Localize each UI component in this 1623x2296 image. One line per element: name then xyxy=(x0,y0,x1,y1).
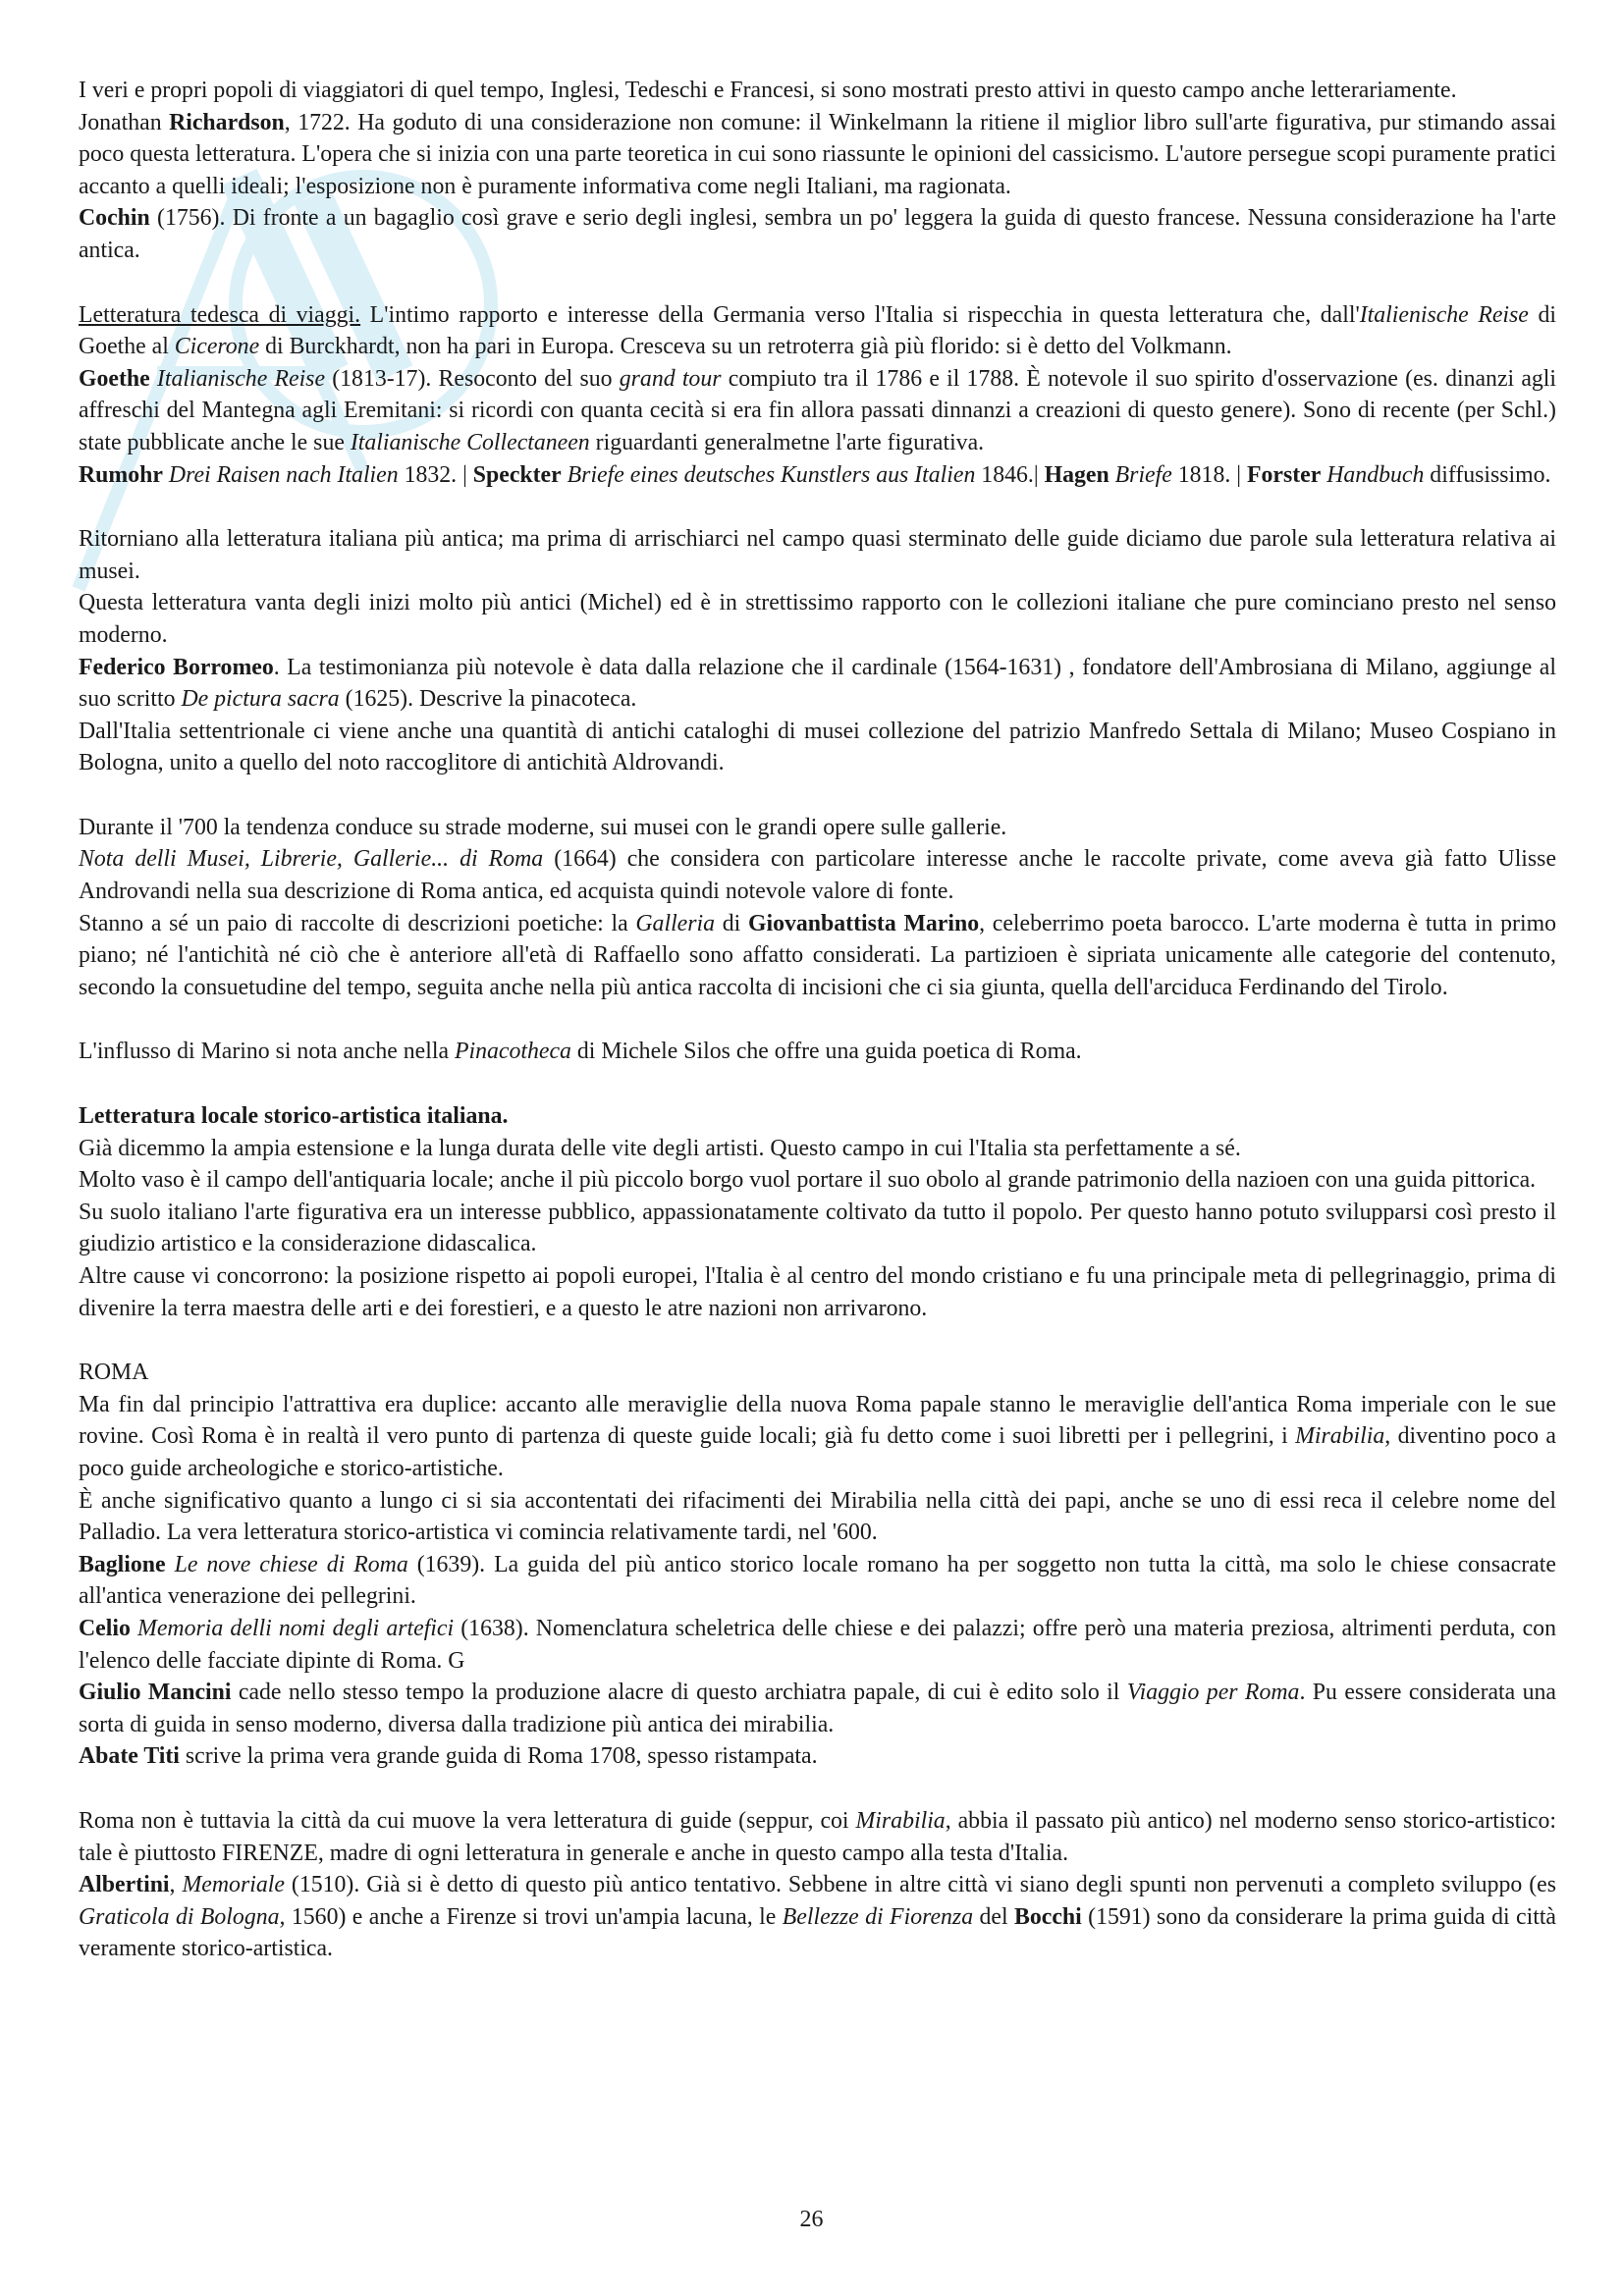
text-segment: (1639). La guida del più antico storico locale romano ha per soggetto non tutta la città, ma solo le chiese consacrate all'antica venerazione dei pellegrini. xyxy=(79,1551,1556,1610)
text-segment: , diventino poco a poco guide archeologiche e storico-artistiche. xyxy=(79,1423,1556,1481)
text-segment: cade nello stesso tempo la produzione alacre di questo archiatra papale, di cui è edito solo il xyxy=(231,1680,1127,1706)
text-segment: scrive la prima vera grande guida di Roma 1708, spesso ristampata. xyxy=(179,1743,818,1770)
text-segment: Rumohr xyxy=(79,461,163,488)
paragraph xyxy=(79,1389,1556,1485)
text-segment: (1625). Descrive la pinacoteca. xyxy=(339,686,637,713)
text-segment: 1832. | xyxy=(398,461,473,488)
text-segment: Speckter xyxy=(472,461,562,488)
text-segment: grand tour xyxy=(619,365,722,392)
text-segment: Dall'Italia settentrionale ci viene anche una quantità di antichi cataloghi di musei collezione del patrizio Manfredo Settala di Milano; Museo Cospiano in Bologna, unito a quello del noto raccoglitore di antichità Aldrovandi. xyxy=(79,718,1556,776)
paragraph-gap xyxy=(79,1324,1556,1357)
text-segment: Drei Raisen nach Italien xyxy=(168,461,399,488)
text-segment xyxy=(150,366,157,392)
text-segment: Albertini xyxy=(79,1872,170,1898)
text-segment: , xyxy=(169,1872,183,1898)
text-segment: (1591) sono da considerare la prima guida di città veramente storico-artistica. xyxy=(79,1903,1556,1962)
paragraph xyxy=(79,1260,1556,1324)
text-segment: Galleria xyxy=(635,910,716,936)
paragraph xyxy=(79,716,1556,779)
paragraph-gap xyxy=(79,267,1556,299)
paragraph-gap xyxy=(79,1773,1556,1805)
text-segment: Handbuch xyxy=(1326,461,1425,488)
text-segment: Cicerone xyxy=(174,334,260,360)
text-segment: (1638). Nomenclatura scheletrica delle chiese e dei palazzi; offre però una materia preziosa, altrimenti perduta, con l'elenco delle facciate dipinte di Roma. G xyxy=(79,1615,1556,1674)
text-segment: Cochin xyxy=(79,205,150,232)
text-segment: Abate Titi xyxy=(79,1743,180,1770)
text-segment: Le nove chiese di Roma xyxy=(174,1551,408,1577)
text-segment: 1560) e anche a Firenze si trovi un'ampia lacuna, le xyxy=(285,1903,783,1930)
paragraph-gap xyxy=(79,491,1556,523)
paragraph xyxy=(79,1613,1556,1677)
text-segment: Jonathan xyxy=(79,109,170,135)
text-segment: ROMA xyxy=(79,1360,149,1386)
text-segment: (1664) che considera con particolare interesse anche le raccolte private, come aveva già fatto Ulisse Androvandi nella sua descrizione di Roma antica, ed acquista quindi notevole valore di fonte. xyxy=(79,846,1557,905)
text-segment: Mirabilia xyxy=(1295,1423,1385,1450)
text-segment: . Pu essere considerata una sorta di guida in senso moderno, diversa dalla tradizione più antica dei mirabilia. xyxy=(79,1680,1556,1737)
text-segment: Viaggio per Roma xyxy=(1126,1680,1300,1706)
paragraph xyxy=(79,202,1556,266)
text-segment: Baglione xyxy=(79,1551,166,1577)
text-segment: di Michele Silos che offre una guida poetica di Roma. xyxy=(570,1039,1082,1065)
text-segment: di Goethe al xyxy=(79,301,1556,360)
text-segment: , celeberrimo poeta barocco. L'arte moderna è tutta in primo piano; né l'antichità né ciò che è anteriore all'età di Raffaello sono affatto considerati. La partizioen è sipriata unicamente alle categorie del contenuto, secondo la consuetudine del tempo, seguita anche nella più antica raccolta di incisioni che ci sia giunta, quella dell'arciduca Ferdinando del Tirolo. xyxy=(79,910,1556,1000)
paragraph xyxy=(79,1740,1556,1773)
text-segment: Forster xyxy=(1246,461,1322,488)
text-segment: I veri e propri popoli di viaggiatori di quel tempo, Inglesi, Tedeschi e Francesi, si sono mostrati presto attivi in questo campo anche letterariamente. xyxy=(79,78,1457,103)
text-segment: Italienische Reise xyxy=(1359,301,1529,328)
paragraph xyxy=(79,1485,1556,1549)
text-segment: Nota delli Musei, Librerie, Gallerie... di Roma xyxy=(79,846,544,873)
text-segment: Giovanbattista Marino xyxy=(747,910,980,936)
text-segment: L'influsso di Marino si nota anche nella xyxy=(79,1039,455,1065)
paragraph-gap xyxy=(79,1003,1556,1036)
text-segment: Durante il '700 la tendenza conduce su strade moderne, sui musei con le grandi opere sulle gallerie. xyxy=(79,814,1007,840)
text-segment: Roma non è tuttavia la città da cui muove la vera letteratura di guide (seppur, coi xyxy=(79,1807,856,1834)
paragraph xyxy=(79,523,1556,587)
text-segment: Questa letteratura vanta degli inizi molto più antici (Michel) ed è in strettissimo rapporto con le collezioni italiane che pure cominciano presto nel senso moderno. xyxy=(79,590,1556,648)
paragraph xyxy=(79,363,1556,459)
text-segment: diffusissimo. xyxy=(1424,461,1551,488)
paragraph xyxy=(79,1805,1556,1869)
text-segment: Richardson xyxy=(169,109,285,135)
paragraph xyxy=(79,1869,1556,1965)
text-segment: Giulio Mancini xyxy=(79,1680,232,1706)
text-segment: (1813-17). Resoconto del suo xyxy=(325,365,620,392)
text-segment: Già dicemmo la ampia estensione e la lunga durata delle vite degli artisti. Questo campo in cui l'Italia sta perfettamente a sé. xyxy=(79,1135,1241,1161)
text-segment: Pinacotheca xyxy=(454,1039,571,1065)
paragraph xyxy=(79,587,1556,651)
text-segment: Su suolo italiano l'arte figurativa era un interesse pubblico, appassionatamente coltivato da tutto il popolo. Per questo hanno potuto svilupparsi così presto il giudizio artistico e la considerazione didascalica. xyxy=(79,1199,1556,1257)
paragraph xyxy=(79,1677,1556,1740)
text-segment: Graticola di Bologna, xyxy=(79,1903,286,1930)
text-segment: L'intimo rapporto e interesse della Germania verso l'Italia si rispecchia in questa letteratura che, dall' xyxy=(360,301,1360,328)
text-segment: (1756). Di fronte a un bagaglio così grave e serio degli inglesi, sembra un po' leggera la guida di questo francese. Nessuna considerazione ha l'arte antica. xyxy=(79,205,1556,263)
text-segment: Briefe eines deutsches Kunstlers aus Italien xyxy=(567,461,976,488)
text-segment: Stanno a sé un paio di raccolte di descrizioni poetiche: la xyxy=(79,910,636,936)
paragraph xyxy=(79,812,1556,844)
paragraph xyxy=(79,1164,1556,1197)
paragraph xyxy=(79,107,1556,203)
text-segment xyxy=(131,1616,137,1641)
text-segment: De pictura sacra xyxy=(181,686,340,713)
text-segment: (1510). Già si è detto di questo più antico tentativo. Sebbene in altre città vi siano degli spunti non pervenuti a completo sviluppo (es xyxy=(284,1872,1556,1898)
text-segment: Ritorniano alla letteratura italiana più antica; ma prima di arrischiarci nel campo quasi sterminato delle guide diciamo due parole sula letteratura relativa ai musei. xyxy=(79,526,1556,584)
text-segment: Letteratura tedesca di viaggi. xyxy=(79,301,361,328)
text-segment: Bellezze di Fiorenza xyxy=(782,1903,974,1930)
text-segment: Altre cause vi concorrono: la posizione rispetto ai popoli europei, l'Italia è al centro del mondo cristiano e fu una principale meta di pellegrinaggio, prima di divenire la terra maestra delle arti e dei forestieri, e a questo le atre nazioni non arrivarono. xyxy=(79,1263,1556,1321)
paragraph-gap xyxy=(79,1068,1556,1100)
text-segment: di xyxy=(715,910,748,936)
text-segment: Letteratura locale storico-artistica italiana. xyxy=(79,1103,509,1130)
paragraph xyxy=(79,1549,1556,1613)
text-segment: Briefe xyxy=(1114,461,1172,488)
text-segment: Memoriale xyxy=(182,1872,285,1898)
text-segment: . La testimonianza più notevole è data dalla relazione che il cardinale (1564-1631) , fondatore dell'Ambrosiana di Milano, aggiunge al suo scritto xyxy=(79,654,1556,713)
text-segment: Bocchi xyxy=(1014,1903,1082,1930)
paragraph xyxy=(79,1197,1556,1260)
paragraph-gap xyxy=(79,779,1556,812)
text-segment: Italianische Collectaneen xyxy=(350,429,590,455)
text-segment: Goethe xyxy=(79,365,150,392)
text-segment: 1846.| xyxy=(975,461,1045,488)
text-segment: del xyxy=(973,1903,1014,1930)
paragraph xyxy=(79,459,1556,492)
text-segment: , abbia il passato più antico) nel moderno senso storico-artistico: tale è piuttosto FIRENZE, madre di ogni letteratura in generale e anche in questo campo alla testa d'Italia. xyxy=(79,1807,1557,1866)
paragraph xyxy=(79,1133,1556,1165)
text-segment: compiuto tra il 1786 e il 1788. È notevole il suo spirito d'osservazione (es. dinanzi agli affreschi del Mantegna agli Eremitani: si ricordi con quanta cecità si era fin allora passati dinnanzi a creazioni di questo genere). Sono di recente (per Schl.) state pubblicate anche le sue xyxy=(79,365,1557,455)
text-segment xyxy=(166,1552,175,1577)
paragraph xyxy=(79,1357,1556,1389)
paragraph xyxy=(79,652,1556,716)
text-segment: È anche significativo quanto a lungo ci si sia accontentati dei rifacimenti dei Mirabilia nella città dei papi, anche se uno di essi reca il celebre nome del Palladio. La vera letteratura storico-artistica vi comincia relativamente tardi, nel '600. xyxy=(79,1487,1556,1546)
text-segment: , 1722. Ha goduto di una considerazione non comune: il Winkelmann la ritiene il miglior libro sull'arte figurativa, pur stimando assai poco questa letteratura. L'opera che si inizia con una parte teoretica in cui sono riassunte le opinioni del cassicismo. L'autore persegue scopi puramente pratici accanto a quelli ideali; l'esposizione non è puramente informativa come negli Italiani, ma ragionata. xyxy=(79,109,1556,199)
text-segment: Memoria delli nomi degli artefici xyxy=(137,1615,455,1641)
paragraph xyxy=(79,843,1556,907)
paragraph xyxy=(79,908,1556,1004)
text-segment: 1818. | xyxy=(1171,461,1247,488)
text-segment: Celio xyxy=(79,1615,131,1641)
body-text xyxy=(79,75,1556,1965)
text-segment: Molto vaso è il campo dell'antiquaria locale; anche il più piccolo borgo vuol portare il suo obolo al grande patrimonio della nazioen con una guida pittorica. xyxy=(79,1167,1537,1194)
text-segment: Italianische Reise xyxy=(156,365,326,392)
paragraph xyxy=(79,75,1556,107)
text-segment: Ma fin dal principio l'attrattiva era duplice: accanto alle meraviglie della nuova Roma papale stanno le meraviglie dell'antica Roma imperiale con le sue rovine. Così Roma è in realtà il vero punto di partenza di queste guide locali; già fu detto come i suoi libretti per i pellegrini, i xyxy=(79,1391,1556,1450)
page-number: 26 xyxy=(799,2207,824,2232)
text-segment: Hagen xyxy=(1044,461,1109,488)
text-segment: Federico Borromeo xyxy=(79,654,274,680)
paragraph xyxy=(79,1036,1556,1068)
paragraph xyxy=(79,1100,1556,1133)
text-segment: Mirabilia xyxy=(855,1807,946,1834)
text-segment: riguardanti generalmetne l'arte figurativa. xyxy=(589,429,985,455)
paragraph xyxy=(79,299,1556,363)
text-segment: di Burckhardt, non ha pari in Europa. Cresceva su un retroterra già più florido: si è detto del Volkmann. xyxy=(259,334,1232,360)
